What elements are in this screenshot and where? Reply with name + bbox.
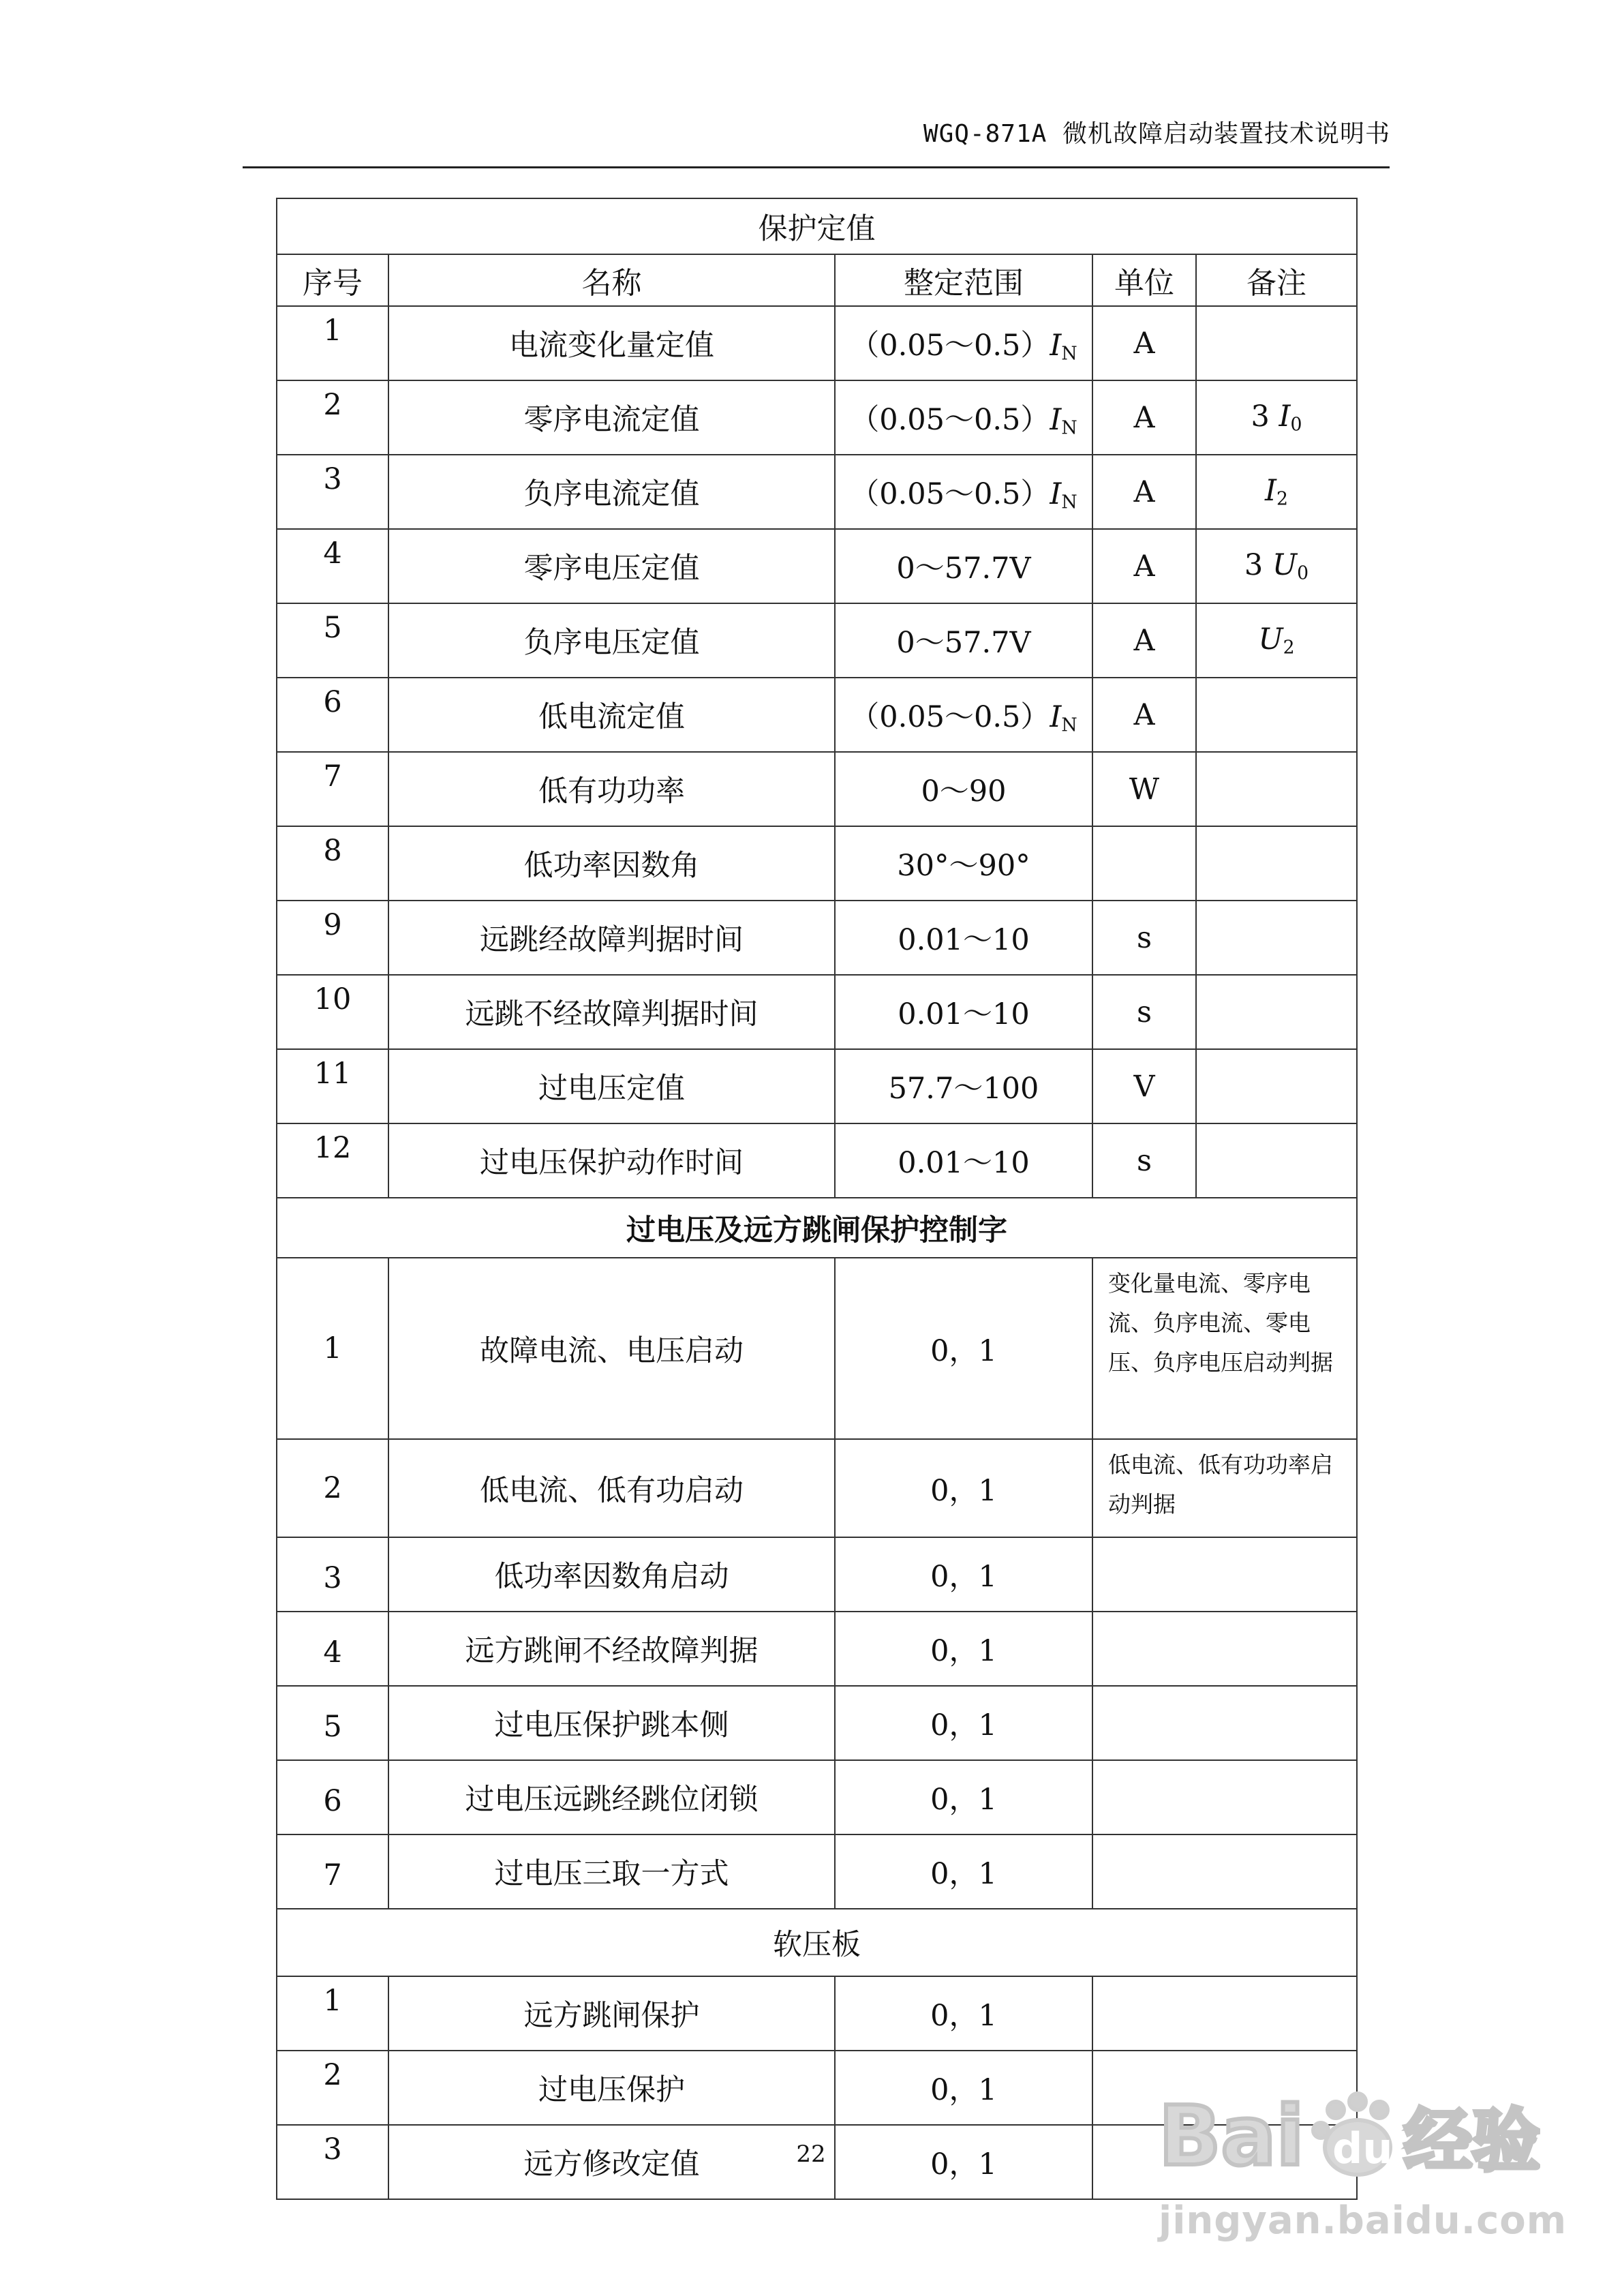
row-note — [1196, 826, 1357, 901]
row-name: 远方跳闸保护 — [388, 1976, 835, 2051]
row-name: 电流变化量定值 — [388, 306, 835, 380]
row-note — [1092, 1612, 1357, 1686]
row-note — [1196, 380, 1357, 455]
column-header-no: 序号 — [277, 254, 388, 306]
u2-symbol: U — [1258, 622, 1283, 657]
row-unit: s — [1092, 975, 1196, 1049]
range-text: （0.05～0.5） — [850, 699, 1050, 734]
row-note — [1196, 603, 1357, 678]
row-no: 2 — [277, 2051, 388, 2125]
row-no: 1 — [277, 306, 388, 380]
row-unit: A — [1092, 455, 1196, 529]
in-subscript: N — [1061, 714, 1077, 736]
row-note — [1196, 455, 1357, 529]
row-name: 低功率因数角启动 — [388, 1537, 835, 1612]
note-prefix: 3 — [1251, 399, 1279, 434]
row-name: 负序电流定值 — [388, 455, 835, 529]
in-symbol: I — [1050, 477, 1062, 511]
i2-symbol: I — [1265, 474, 1277, 509]
row-note — [1196, 1123, 1357, 1198]
page-number: 22 — [796, 2141, 826, 2168]
row-no: 5 — [277, 1686, 388, 1760]
row-range: 30°～90° — [835, 826, 1092, 901]
table-row — [277, 1439, 1357, 1537]
in-subscript: N — [1061, 343, 1077, 365]
row-no: 12 — [277, 1123, 388, 1198]
u2-subscript: 2 — [1283, 637, 1295, 659]
row-name: 过电压远跳经跳位闭锁 — [388, 1760, 835, 1834]
row-range: 0～57.7V — [835, 529, 1092, 603]
row-no: 2 — [277, 1439, 388, 1537]
row-name: 低有功功率 — [388, 752, 835, 826]
row-unit: V — [1092, 1049, 1196, 1123]
table-row — [277, 1537, 1357, 1612]
table-row — [277, 678, 1357, 752]
row-range — [835, 306, 1092, 380]
row-no: 11 — [277, 1049, 388, 1123]
row-range: 0，1 — [835, 2125, 1092, 2199]
row-range: 0，1 — [835, 1834, 1092, 1909]
table-row — [277, 603, 1357, 678]
row-range: 0，1 — [835, 1439, 1092, 1537]
in-symbol: I — [1050, 328, 1062, 363]
section-title-control-word: 过电压及远方跳闸保护控制字 — [277, 1198, 1357, 1258]
column-header-name: 名称 — [388, 254, 835, 306]
row-note — [1196, 678, 1357, 752]
row-name: 过电压保护动作时间 — [388, 1123, 835, 1198]
row-note — [1092, 1686, 1357, 1760]
row-note — [1196, 901, 1357, 975]
row-unit: s — [1092, 1123, 1196, 1198]
column-header-range: 整定范围 — [835, 254, 1092, 306]
row-range — [835, 678, 1092, 752]
row-no: 1 — [277, 1976, 388, 2051]
table-row — [277, 380, 1357, 455]
baidu-logo-icon — [1159, 2083, 1540, 2192]
svg-text:du: du — [1332, 2124, 1393, 2173]
row-range: 0，1 — [835, 1258, 1092, 1439]
row-name: 过电压保护跳本侧 — [388, 1686, 835, 1760]
row-note — [1196, 975, 1357, 1049]
row-range: 0，1 — [835, 1612, 1092, 1686]
in-subscript: N — [1061, 417, 1077, 439]
table-row — [277, 529, 1357, 603]
row-no: 7 — [277, 1834, 388, 1909]
table-row — [277, 901, 1357, 975]
row-no: 6 — [277, 678, 388, 752]
table-row — [277, 1686, 1357, 1760]
row-no: 9 — [277, 901, 388, 975]
row-unit: A — [1092, 380, 1196, 455]
table-row — [277, 1976, 1357, 2051]
row-note: 低电流、低有功功率启动判据 — [1092, 1439, 1357, 1537]
settings-table — [276, 198, 1358, 2200]
section-title-row — [277, 1198, 1357, 1258]
table-row — [277, 1612, 1357, 1686]
row-no: 4 — [277, 1612, 388, 1686]
row-note — [1196, 529, 1357, 603]
section-title-protection: 保护定值 — [277, 198, 1357, 254]
range-text: （0.05～0.5） — [850, 402, 1050, 437]
row-name: 零序电流定值 — [388, 380, 835, 455]
in-subscript: N — [1061, 492, 1077, 513]
row-no: 10 — [277, 975, 388, 1049]
row-name: 零序电压定值 — [388, 529, 835, 603]
column-header-note: 备注 — [1196, 254, 1357, 306]
row-range: 57.7～100 — [835, 1049, 1092, 1123]
header-rule — [243, 166, 1390, 168]
row-range: 0，1 — [835, 1686, 1092, 1760]
row-name: 过电压保护 — [388, 2051, 835, 2125]
in-symbol: I — [1050, 699, 1062, 734]
row-unit: A — [1092, 678, 1196, 752]
row-name: 过电压三取一方式 — [388, 1834, 835, 1909]
row-range: 0，1 — [835, 2051, 1092, 2125]
watermark-url: jingyan.baidu.com — [1159, 2199, 1567, 2243]
row-range — [835, 455, 1092, 529]
row-no: 8 — [277, 826, 388, 901]
range-text: （0.05～0.5） — [850, 328, 1050, 363]
table-row — [277, 826, 1357, 901]
column-header-unit: 单位 — [1092, 254, 1196, 306]
row-note — [1092, 1537, 1357, 1612]
i0-symbol: I — [1279, 399, 1291, 434]
row-unit: A — [1092, 529, 1196, 603]
table-row — [277, 975, 1357, 1049]
row-unit — [1092, 826, 1196, 901]
range-text: （0.05～0.5） — [850, 477, 1050, 511]
row-range: 0，1 — [835, 1760, 1092, 1834]
row-range: 0～57.7V — [835, 603, 1092, 678]
table-row — [277, 306, 1357, 380]
table-row — [277, 1049, 1357, 1123]
row-no: 4 — [277, 529, 388, 603]
table-row — [277, 1760, 1357, 1834]
row-range: 0.01～10 — [835, 901, 1092, 975]
u0-subscript: 0 — [1297, 562, 1309, 584]
row-no: 2 — [277, 380, 388, 455]
svg-text:经验: 经验 — [1404, 2101, 1540, 2181]
row-name: 低电流定值 — [388, 678, 835, 752]
section-title-soft-plate: 软压板 — [277, 1909, 1357, 1976]
row-note — [1092, 1760, 1357, 1834]
document-header-title: WGQ-871A 微机故障启动装置技术说明书 — [923, 120, 1390, 148]
section-title-row — [277, 1909, 1357, 1976]
row-name: 远方修改定值 — [388, 2125, 835, 2199]
row-note — [1196, 752, 1357, 826]
row-range: 0.01～10 — [835, 975, 1092, 1049]
row-no: 5 — [277, 603, 388, 678]
row-unit: s — [1092, 901, 1196, 975]
row-range: 0～90 — [835, 752, 1092, 826]
table-row — [277, 752, 1357, 826]
row-note — [1092, 1976, 1357, 2051]
row-note: 变化量电流、零序电流、负序电流、零电压、负序电压启动判据 — [1092, 1258, 1357, 1439]
row-note — [1092, 1834, 1357, 1909]
table-row — [277, 1258, 1357, 1439]
row-no: 3 — [277, 2125, 388, 2199]
row-name: 远方跳闸不经故障判据 — [388, 1612, 835, 1686]
row-range: 0，1 — [835, 1537, 1092, 1612]
table-row — [277, 1123, 1357, 1198]
table-row — [277, 455, 1357, 529]
baidu-jingyan-watermark — [1152, 2076, 1567, 2267]
row-name: 低功率因数角 — [388, 826, 835, 901]
i2-subscript: 2 — [1276, 488, 1288, 510]
u0-symbol: U — [1272, 548, 1298, 583]
table-header-row — [277, 254, 1357, 306]
row-unit: A — [1092, 603, 1196, 678]
table-row — [277, 1834, 1357, 1909]
row-no: 3 — [277, 1537, 388, 1612]
note-prefix: 3 — [1244, 548, 1272, 583]
row-no: 6 — [277, 1760, 388, 1834]
row-name: 故障电流、电压启动 — [388, 1258, 835, 1439]
row-no: 1 — [277, 1258, 388, 1439]
row-no: 3 — [277, 455, 388, 529]
row-name: 负序电压定值 — [388, 603, 835, 678]
svg-text:Bai: Bai — [1159, 2089, 1304, 2184]
row-name: 远跳经故障判据时间 — [388, 901, 835, 975]
row-range: 0.01～10 — [835, 1123, 1092, 1198]
row-range: 0，1 — [835, 1976, 1092, 2051]
row-name: 低电流、低有功启动 — [388, 1439, 835, 1537]
row-name: 远跳不经故障判据时间 — [388, 975, 835, 1049]
section-title-row — [277, 198, 1357, 254]
row-note — [1196, 306, 1357, 380]
row-name: 过电压定值 — [388, 1049, 835, 1123]
row-unit: A — [1092, 306, 1196, 380]
row-range — [835, 380, 1092, 455]
in-symbol: I — [1050, 402, 1062, 437]
row-note — [1196, 1049, 1357, 1123]
row-unit: W — [1092, 752, 1196, 826]
i0-subscript: 0 — [1290, 414, 1302, 436]
row-no: 7 — [277, 752, 388, 826]
